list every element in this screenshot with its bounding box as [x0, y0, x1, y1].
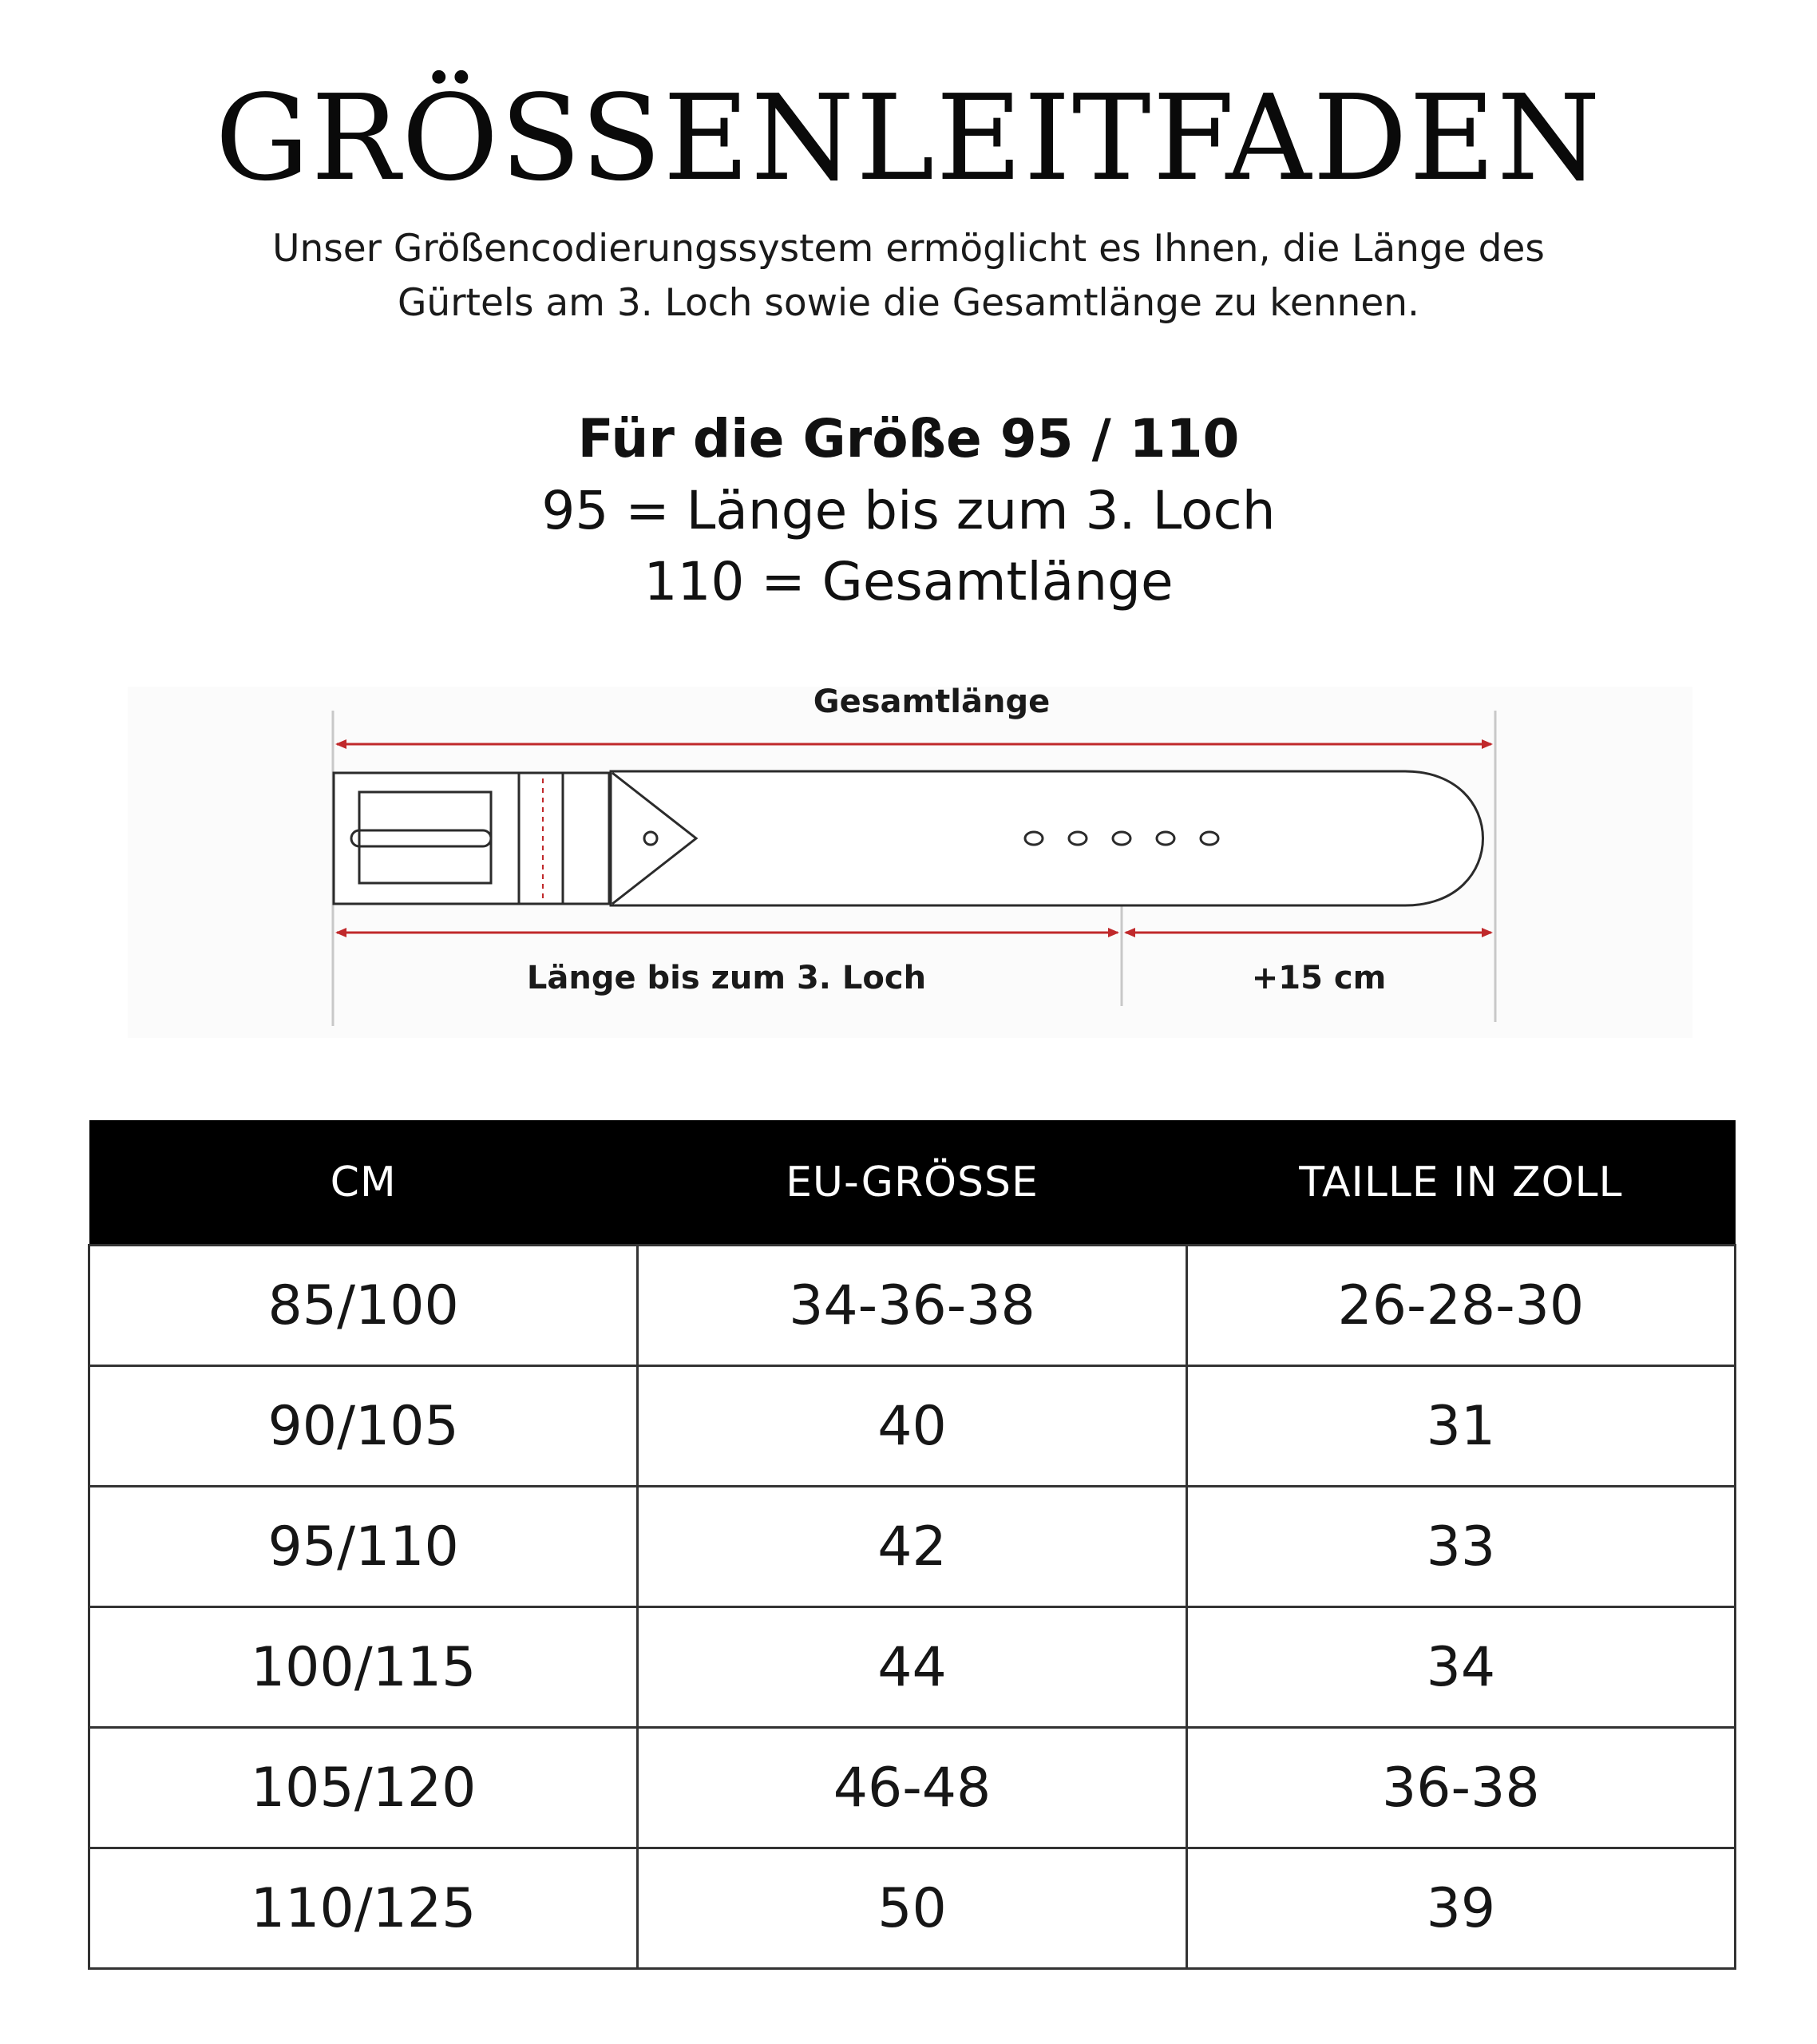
example-line-total: 110 = Gesamtlänge: [643, 551, 1174, 612]
example-line-third-hole: 95 = Länge bis zum 3. Loch: [541, 480, 1276, 541]
cell-eu-size: 42: [638, 1487, 1186, 1607]
intro-line-1: Unser Größencodierungssystem ermöglicht es Ihnen, die Länge des: [272, 227, 1545, 271]
cell-waist-inch: 39: [1186, 1848, 1735, 1969]
total-length-label: Gesamtlänge: [813, 683, 1051, 720]
cell-cm: 100/115: [89, 1607, 638, 1728]
table-row: [89, 1607, 1736, 1728]
cell-cm: 95/110: [89, 1487, 638, 1607]
cell-waist-inch: 36-38: [1186, 1728, 1735, 1848]
belt-diagram-svg: [128, 671, 1692, 1078]
page-title: GRÖSSENLEITFADEN: [215, 69, 1602, 207]
cell-eu-size: 44: [638, 1607, 1186, 1728]
belt-diagram: [128, 671, 1692, 1078]
cell-eu-size: 50: [638, 1848, 1186, 1969]
cell-waist-inch: 34: [1186, 1607, 1735, 1728]
cell-waist-inch: 33: [1186, 1487, 1735, 1607]
cell-eu-size: 34-36-38: [638, 1246, 1186, 1366]
cell-eu-size: 46-48: [638, 1728, 1186, 1848]
cell-waist-inch: 31: [1186, 1366, 1735, 1487]
third-hole-length-label: Länge bis zum 3. Loch: [526, 960, 927, 996]
intro-text: [224, 222, 1593, 331]
cell-cm: 110/125: [89, 1848, 638, 1969]
size-table: [88, 1120, 1736, 1970]
table-row: [89, 1366, 1736, 1487]
table-row: [89, 1728, 1736, 1848]
cell-waist-inch: 26-28-30: [1186, 1246, 1735, 1366]
cell-cm: 85/100: [89, 1246, 638, 1366]
table-row: [89, 1848, 1736, 1969]
table-header-row: [89, 1120, 1736, 1246]
header-cm: CM: [89, 1120, 638, 1246]
header-waist-inch: TAILLE IN ZOLL: [1186, 1120, 1735, 1246]
cell-cm: 105/120: [89, 1728, 638, 1848]
belt-strap: [611, 771, 1483, 905]
header-eu-size: EU-GRÖSSE: [638, 1120, 1186, 1246]
intro-line-2: Gürtels am 3. Loch sowie die Gesamtlänge zu kennen.: [398, 281, 1419, 325]
cell-eu-size: 40: [638, 1366, 1186, 1487]
table-row: [89, 1487, 1736, 1607]
cell-cm: 90/105: [89, 1366, 638, 1487]
example-heading: Für die Größe 95 / 110: [577, 408, 1240, 469]
table-row: [89, 1246, 1736, 1366]
extra-length-label: +15 cm: [1251, 960, 1387, 996]
